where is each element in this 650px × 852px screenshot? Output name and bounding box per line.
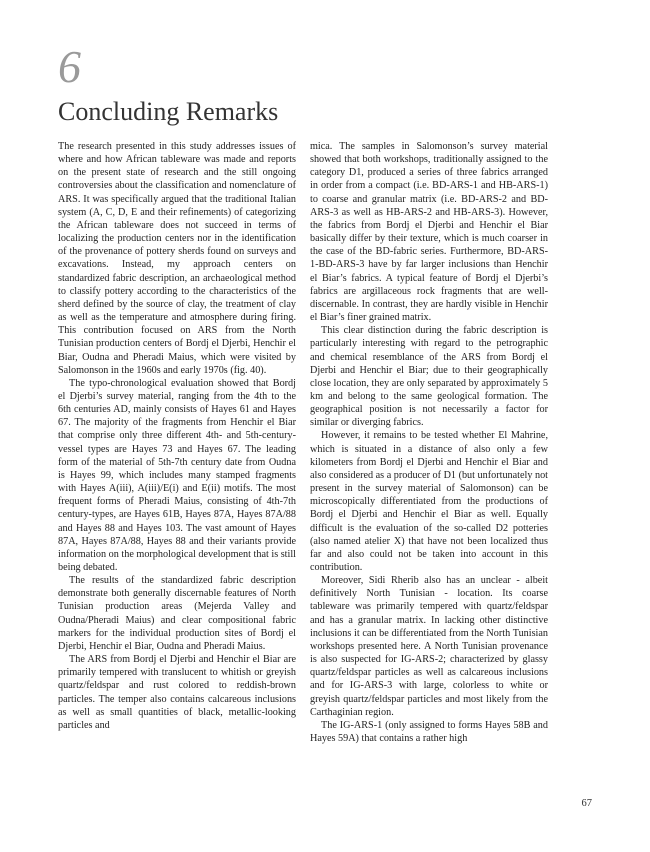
paragraph: The results of the standardized fabric description demonstrate both generally discernable features of North Tunisian production areas (Mejerda Valley and Oudna/Pheradi Maius) and clear compositional fabric markers for the individual production sites of Bordj el Djerbi, Henchir el Biar, Oudna and Pheradi Maius. xyxy=(58,575,296,652)
paragraph: The ARS from Bordj el Djerbi and Henchir el Biar are primarily tempered with translucent to whitish or greyish quartz/feldspar and rust colored to reddish-brown particles. The temper also contains calcareous inclusions as well as small quantities of black, metallic-looking particles and xyxy=(58,654,296,731)
paragraph: mica. The samples in Salomonson’s survey material showed that both workshops, traditionally assigned to the category D1, produced a series of three fabrics arranged in order from a compact (i.e. BD-ARS-1 and HB-ARS-1) to coarse and granular matrix (i.e. BD-ARS-2 and BD-ARS-3 as well as HB-ARS-2 and HB-ARS-3). However, the fabrics from Bordj el Djerbi and Henchir el Biar basically differ by their texture, which is much coarser in the case of the BD-fabric series. Furthermore, BD-ARS-1-BD-ARS-3 have by far larger inclusions than Henchir el Biar’s fabrics. A typical feature of Bordj el Djerbi’s fabrics are argillaceous rock fragments that are well-discernable. In contrast, they are hardly visible in Henchir el Biar’s finer grained matrix. xyxy=(310,141,548,324)
paragraph: This clear distinction during the fabric description is particularly interesting with regard to the petrographic and chemical resemblance of the ARS from Bordj el Djerbi and Henchir el Biar; due to their geographically close location, they are only separated by approximately 5 km and belong to the same geological formation. The geographical position is not necessarily a factor for similar or diverging fabrics. xyxy=(310,325,548,429)
paragraph: The research presented in this study addresses issues of where and how African tableware was made and reports on the present state of research and the still ongoing controversies about the classification and nomenclature of ARS. It was specifically argued that the traditional Italian system (A, C, D, E and their refinements) of categorizing the African tableware does not succeed in terms of localizing the production centers nor in the identification of the provenance of pottery sherds found on surveys and excavations. Instead, my approach centers on standardized fabric description, an archaeological method to classify pottery according to the characteristics of the sherd defined by the source of clay, the treatment of clay as well as the temperature and atmosphere during firing. This contribution focused on ARS from the North Tunisian production centers of Bordj el Djerbi, Henchir el Biar, Oudna and Pheradi Maius, which were visited by Salomonson in the 1960s and early 1970s (fig. 40). xyxy=(58,141,296,376)
paragraph: However, it remains to be tested whether El Mahrine, which is situated in a distance of also only a few kilometers from Bordj el Djerbi and Henchir el Biar and also considered as a producer of D1 (but unfortunately not present in the survey material of Salomonson) can be microscopically differentiated from the productions of Bordj el Djerbi and Henchir el Biar as well. Equally difficult is the evaluation of the so-called D2 potteries (also named atelier X) that have not been localized thus far and also could not be taken into account in this contribution. xyxy=(310,430,548,573)
left-column xyxy=(58,140,296,732)
page-number: 67 xyxy=(581,798,592,809)
paragraph: Moreover, Sidi Rherib also has an unclear - albeit definitively North Tunisian - location. Its coarse tableware was primarily tempered with quartz/feldspar and has a granular matrix. In lacking other distinctive inclusions it can be differentiated from the North Tunisian workshops presented here. A North Tunisian provenance is also suspected for IG-ARS-2; characterized by glassy quartz/feldspar particles as well as calcareous inclusions and for IG-ARS-3 with large, colorless to white or greyish quartz/feldspar particles and most likely from the Carthaginian region. xyxy=(310,575,548,718)
chapter-number: 6 xyxy=(58,41,81,92)
paragraph: The typo-chronological evaluation showed that Bordj el Djerbi’s survey material, ranging from the 4th to the 6th centuries AD, mainly consists of Hayes 61 and Hayes 67. The majority of the fragments from Henchir el Biar that comprise only three different 4th- and 5th-century-vessel types are Hayes 73 and Hayes 67. The leading form of the material of 5th-7th century date from Oudna is Hayes 99, which includes many stamped fragments with Hayes A(iii), A(iii)/E(i) and E(ii) motifs. The most frequent forms of Pheradi Maius, consisting of 4th-7th century-types, are Hayes 61B, Hayes 87A, Hayes 87A/88 and Hayes 88 and Hayes 103. The vast amount of Hayes 87A, Hayes 87A/88, Hayes 88 and their variants provide information on the morphological development that is still being debated. xyxy=(58,377,296,573)
right-column xyxy=(310,140,548,745)
paragraph: The IG-ARS-1 (only assigned to forms Hayes 58B and Hayes 59A) that contains a rather high xyxy=(310,719,548,745)
chapter-title: Concluding Remarks xyxy=(58,97,279,126)
